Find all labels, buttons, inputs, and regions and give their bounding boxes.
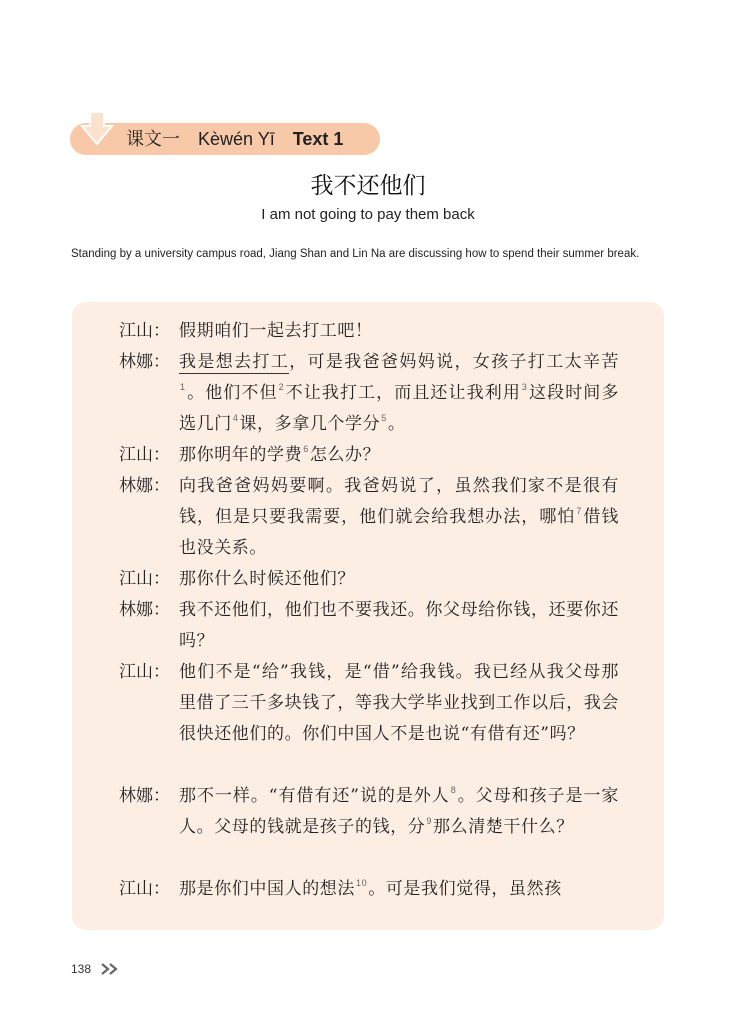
speech-text: 假期咱们一起去打工吧！ xyxy=(179,321,373,341)
note-number: 5 xyxy=(381,413,387,423)
dialogue-line xyxy=(119,874,639,938)
dialogue-line xyxy=(119,347,639,434)
speaker-name: 林娜： xyxy=(119,600,170,620)
note-number: 1 xyxy=(180,382,186,392)
lesson-label xyxy=(126,128,343,151)
dialogue-line xyxy=(119,781,639,845)
lesson-label-pinyin: Kèwén Yī xyxy=(198,129,275,149)
speaker-name: 江山： xyxy=(119,879,170,899)
note-number: 8 xyxy=(450,785,457,795)
note-number: 4 xyxy=(232,413,239,423)
note-number: 7 xyxy=(576,506,582,516)
speech-text: 那你明年的学费$^6$怎么办？ xyxy=(179,444,381,465)
double-chevron-right-icon xyxy=(101,963,121,975)
speech-text: 那不一样。“有借有还”说的是外人$^8$。父母和孩子是一家人。父母的钱就是孩子的钱，分$^9$那么清楚干什么？ xyxy=(179,785,619,837)
note-number: 10 xyxy=(356,878,368,888)
dialogue-line xyxy=(119,657,639,744)
page-number: 138 xyxy=(71,962,92,976)
lesson-header xyxy=(70,123,380,155)
speech-text: 那你什么时候还他们？ xyxy=(179,569,355,589)
speech-text: 我不还他们，他们也不要我还。你父母给你钱，还要你还吗？ xyxy=(179,600,619,651)
speaker-name: 江山： xyxy=(119,445,170,465)
speech-text: 我是想去打工，可是我爸爸妈妈说，女孩子打工太辛苦$^1$。他们不但$^2$不让我打工，而且还让我利用$^3$这段时间多选几门$^4$课，多拿几个学分$^5$。 xyxy=(179,352,620,434)
dialogue-line xyxy=(119,595,639,659)
note-number: 6 xyxy=(303,444,309,454)
speaker-name: 林娜： xyxy=(119,786,170,806)
speech-text: 向我爸爸妈妈要啊。我爸妈说了，虽然我们家不是很有钱，但是只要我需要，他们就会给我想办法，哪怕$^7$借钱也没关系。 xyxy=(179,476,620,558)
speaker-name: 江山： xyxy=(119,321,170,341)
speech-text: 那是你们中国人的想法$^{10}$。可是我们觉得，虽然孩 xyxy=(179,878,562,899)
lesson-label-english: Text 1 xyxy=(292,129,344,149)
text-title-chinese: 我不还他们 xyxy=(310,173,426,199)
dialogue-box xyxy=(72,302,664,930)
text-title-english: I am not going to pay them back xyxy=(261,206,475,223)
scene-description: Standing by a university campus road, Jiang Shan and Lin Na are discussing how to spend their summer break. xyxy=(71,248,640,260)
note-number: 9 xyxy=(426,816,433,826)
note-number: 2 xyxy=(278,382,285,392)
down-arrow-icon xyxy=(80,111,114,147)
dialogue-line xyxy=(119,471,639,558)
speaker-name: 江山： xyxy=(119,662,170,682)
underlined-phrase: 我是想去打工 xyxy=(179,352,290,372)
note-number: 3 xyxy=(521,382,528,392)
speaker-name: 江山： xyxy=(119,569,170,589)
lesson-label-chinese: 课文一 xyxy=(126,129,180,150)
speech-text: 他们不是“给”我钱，是“借”给我钱。我已经从我父母那里借了三千多块钱了，等我大学毕业找到工作以后，我会很快还他们的。你们中国人不是也说“有借有还”吗？ xyxy=(179,662,619,744)
speaker-name: 林娜： xyxy=(119,476,170,496)
speaker-name: 林娜： xyxy=(119,352,170,372)
